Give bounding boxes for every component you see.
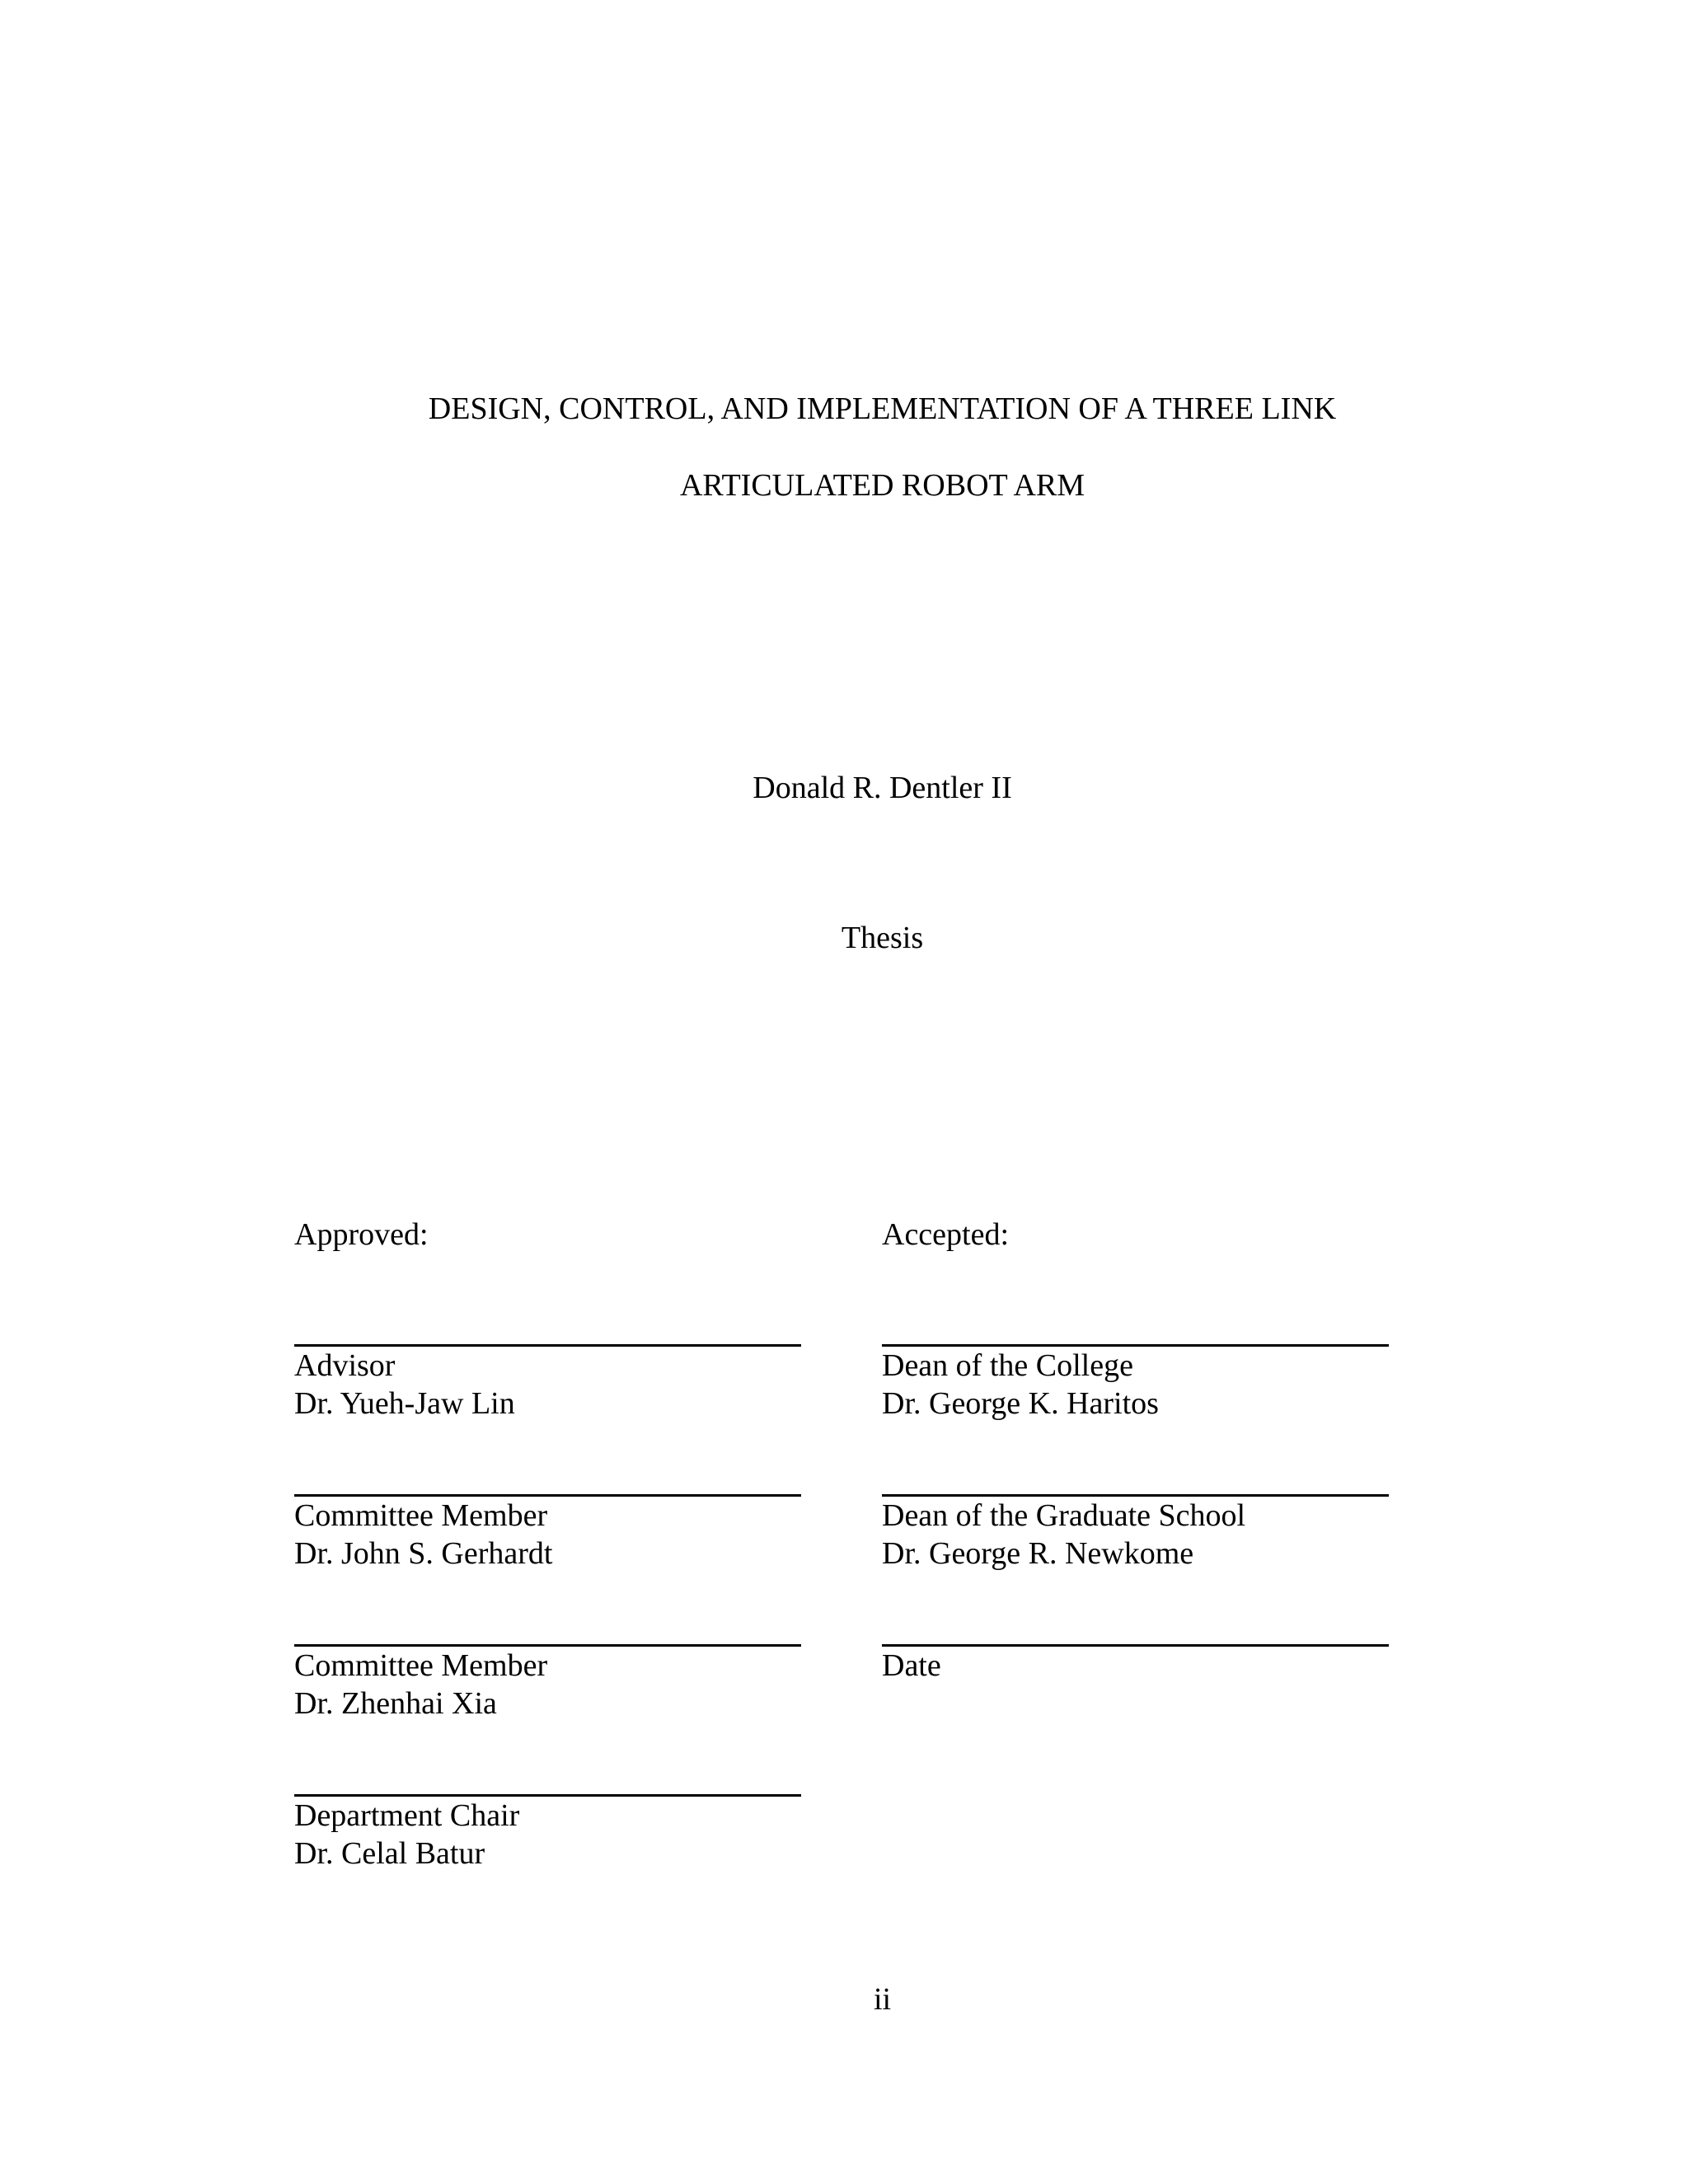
document-type: Thesis <box>841 921 924 955</box>
accepted-heading: Accepted: <box>882 1217 1010 1252</box>
signature-role: Date <box>882 1648 941 1683</box>
signature-block-department-chair <box>294 1794 801 1944</box>
signature-name: Dr. Zhenhai Xia <box>294 1686 497 1721</box>
author-name: Donald R. Dentler II <box>753 771 1012 805</box>
approved-heading: Approved: <box>294 1217 429 1252</box>
title-line-1: DESIGN, CONTROL, AND IMPLEMENTATION OF A THREE LINK <box>428 391 1337 426</box>
signature-role: Dean of the College <box>882 1348 1133 1383</box>
signature-name: Dr. Yueh-Jaw Lin <box>294 1386 515 1421</box>
signature-name: Dr. George R. Newkome <box>882 1536 1194 1571</box>
signature-block-dean-college <box>882 1344 1389 1494</box>
page-number: ii <box>873 1982 892 2017</box>
signature-name: Dr. George K. Haritos <box>882 1386 1159 1421</box>
signature-name <box>882 1685 1389 1722</box>
signature-block-committee-member-2 <box>294 1644 801 1794</box>
signature-role: Department Chair <box>294 1798 520 1833</box>
signature-block-committee-member-1 <box>294 1494 801 1644</box>
signature-role: Advisor <box>294 1348 396 1383</box>
approved-column <box>294 1216 801 1944</box>
signature-name: Dr. Celal Batur <box>294 1836 485 1871</box>
signature-block-advisor <box>294 1344 801 1494</box>
title-line-2: ARTICULATED ROBOT ARM <box>679 468 1085 503</box>
signature-name: Dr. John S. Gerhardt <box>294 1536 553 1571</box>
signature-block-dean-graduate-school <box>882 1494 1389 1644</box>
signature-role: Dean of the Graduate School <box>882 1498 1246 1533</box>
signature-role: Committee Member <box>294 1498 548 1533</box>
signature-block-date <box>882 1644 1389 1794</box>
signature-role: Committee Member <box>294 1648 548 1683</box>
accepted-column <box>882 1216 1389 1794</box>
